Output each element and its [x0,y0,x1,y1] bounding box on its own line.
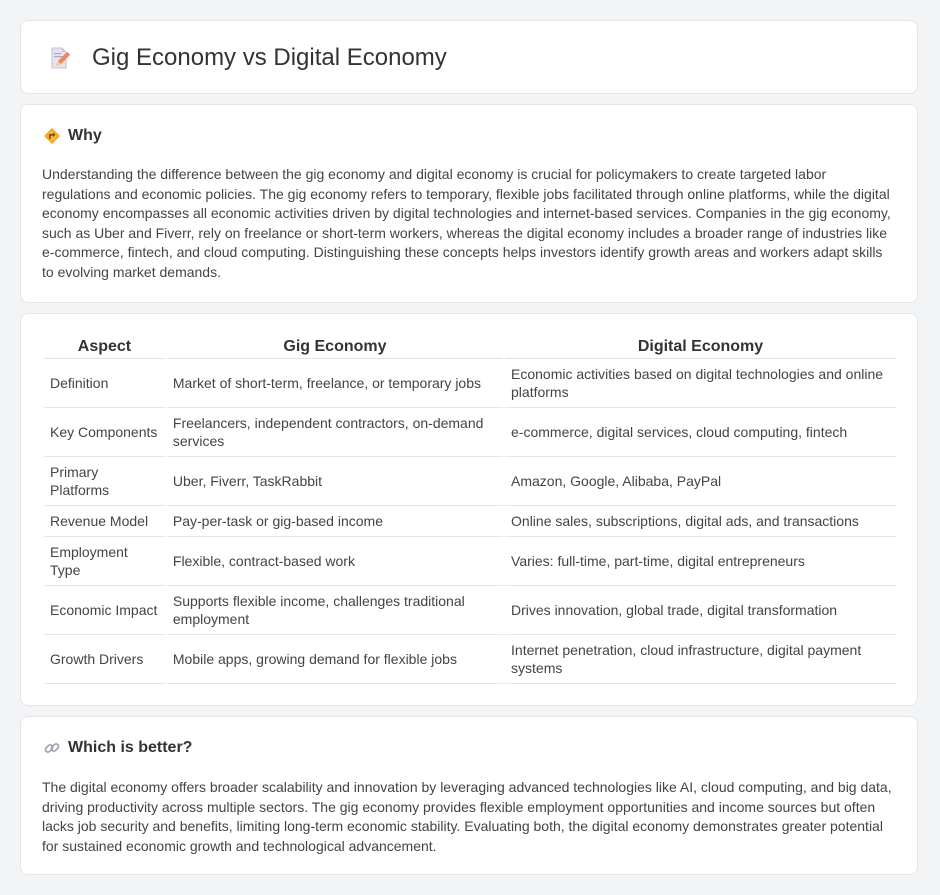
gig-cell: Market of short-term, freelance, or temporary jobs [167,359,503,408]
table-row [44,359,896,408]
table-row [44,586,896,635]
better-header [43,737,192,759]
which-is-better-section [20,716,918,875]
digital-cell: Varies: full-time, part-time, digital entrepreneurs [505,537,896,586]
table-row [44,537,896,586]
table-header-row [44,334,896,359]
gig-cell: Supports flexible income, challenges traditional employment [167,586,503,635]
document-pencil-icon [47,46,71,70]
table-row [44,408,896,457]
gig-cell: Freelancers, independent contractors, on-demand services [167,408,503,457]
header-aspect: Aspect [44,334,165,359]
aspect-cell: Growth Drivers [44,635,165,684]
digital-cell: Online sales, subscriptions, digital ads, and transactions [505,506,896,537]
table-row [44,506,896,537]
comparison-table [42,334,898,684]
why-section [20,104,918,303]
title-card [20,20,918,94]
aspect-cell: Employment Type [44,537,165,586]
header-digital-economy: Digital Economy [505,334,896,359]
digital-cell: e-commerce, digital services, cloud computing, fintech [505,408,896,457]
gig-cell: Pay-per-task or gig-based income [167,506,503,537]
why-heading: Why [68,127,102,144]
header-gig-economy: Gig Economy [167,334,503,359]
comparison-table-card [20,313,918,706]
digital-cell: Internet penetration, cloud infrastructure, digital payment systems [505,635,896,684]
gig-cell: Uber, Fiverr, TaskRabbit [167,457,503,506]
why-header [43,125,102,147]
gig-cell: Mobile apps, growing demand for flexible jobs [167,635,503,684]
why-body: Understanding the difference between the gig economy and digital economy is crucial for policymakers to create targeted labor regulations and economic policies. The gig economy refers to temporary, flexible jobs facilitated through online platforms, while the digital economy encompasses all economic activities driven by digital technologies and internet-based services. Companies in the gig economy, such as Uber and Fiverr, rely on freelance or short-term workers, whereas the digital economy includes a broader range of industries like e-commerce, fintech, and cloud computing. Distinguishing these concepts helps investors identify growth areas and workers adapt skills to evolving market demands. [42,166,891,280]
aspect-cell: Primary Platforms [44,457,165,506]
aspect-cell: Economic Impact [44,586,165,635]
diamond-sign-icon [43,127,61,145]
better-heading: Which is better? [68,739,193,756]
digital-cell: Drives innovation, global trade, digital transformation [505,586,896,635]
digital-cell: Amazon, Google, Alibaba, PayPal [505,457,896,506]
aspect-cell: Revenue Model [44,506,165,537]
better-body: The digital economy offers broader scalability and innovation by leveraging advanced technologies like AI, cloud computing, and big data, driving productivity across multiple sectors. The gig economy provides flexible employment opportunities and income sources but often lacks job security and benefits, limiting long-term economic stability. Evaluating both, the digital economy demonstrates greater potential for sustained economic growth and technological advancement. [42,779,892,854]
aspect-cell: Key Components [44,408,165,457]
digital-cell: Economic activities based on digital technologies and online platforms [505,359,896,408]
aspect-cell: Definition [44,359,165,408]
table-row [44,457,896,506]
page-title: Gig Economy vs Digital Economy [92,44,447,71]
gig-cell: Flexible, contract-based work [167,537,503,586]
table-row [44,635,896,684]
link-icon [43,739,61,757]
